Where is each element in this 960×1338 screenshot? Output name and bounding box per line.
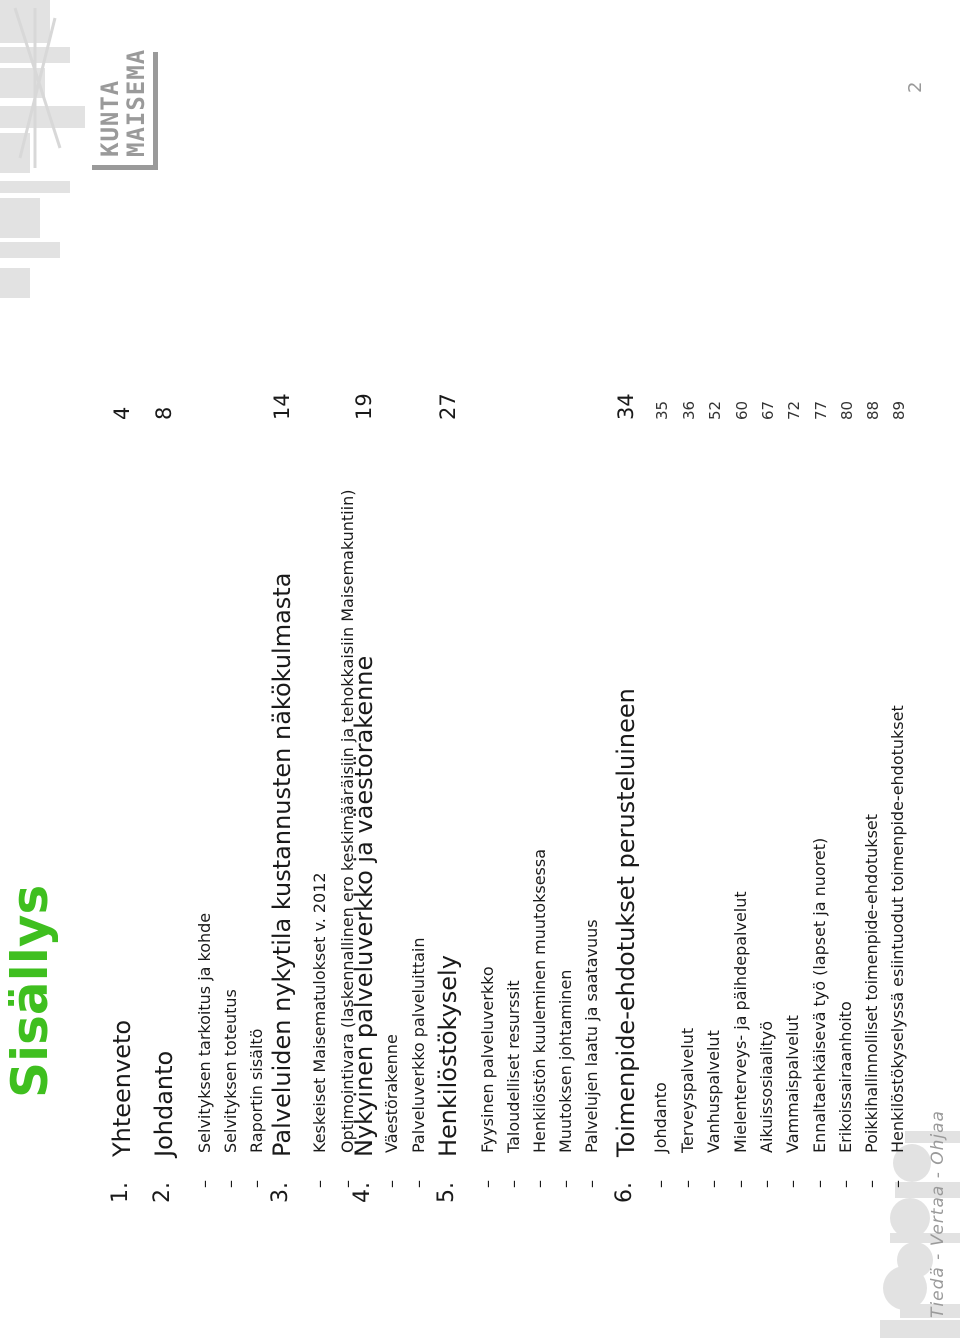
item-dash: – xyxy=(504,1180,523,1188)
item-title: Vammaispalvelut xyxy=(783,1015,802,1153)
section-title: Nykyinen palveluverkko ja väestörakenne xyxy=(350,655,378,1157)
item-dash: – xyxy=(704,1180,723,1188)
item-page-number: 89 xyxy=(890,400,908,420)
section-page-number: 8 xyxy=(152,406,176,420)
section-number: 5. xyxy=(434,1182,459,1203)
item-title: Palvelujen laatu ja saatavuus xyxy=(582,919,601,1153)
item-title: Raportin sisältö xyxy=(247,1028,266,1153)
item-title: Optimointivara (laskennallinen ero keskimääräisiin ja tehokkaisiin Maisemakuntiin) xyxy=(338,489,357,1153)
item-dash: – xyxy=(651,1180,670,1188)
item-page-number: 60 xyxy=(733,400,751,420)
item-dash: – xyxy=(731,1180,750,1188)
item-page-number: 67 xyxy=(759,400,777,420)
item-title: Vanhuspalvelut xyxy=(704,1030,723,1153)
item-title: Henkilöstön kuuleminen muutoksessa xyxy=(530,848,549,1153)
section-title: Palveluiden nykytila kustannusten näkökulmasta xyxy=(268,572,296,1157)
item-dash: – xyxy=(478,1180,497,1188)
section-title: Henkilöstökysely xyxy=(434,955,462,1157)
section-page-number: 14 xyxy=(270,393,294,420)
item-page-number: 80 xyxy=(838,400,856,420)
item-title: Henkilöstökyselyssä esiintuodut toimenpide-ehdotukset xyxy=(888,705,907,1153)
page-number: 2 xyxy=(905,81,926,93)
item-page-number: 72 xyxy=(785,400,803,420)
section-page-number: 27 xyxy=(436,393,460,420)
section-number: 2. xyxy=(150,1182,175,1203)
item-dash: – xyxy=(862,1180,881,1188)
item-title: Erikoissairaanhoito xyxy=(836,1001,855,1153)
item-title: Fyysinen palveluverkko xyxy=(478,966,497,1153)
item-title: Ennaltaehkäisevä työ (lapset ja nuoret) xyxy=(810,837,829,1153)
item-dash: – xyxy=(582,1180,601,1188)
item-dash: – xyxy=(810,1180,829,1188)
item-dash: – xyxy=(338,1180,357,1188)
item-page-number: 77 xyxy=(812,400,830,420)
item-title: Selvityksen tarkoitus ja kohde xyxy=(195,912,214,1153)
item-dash: – xyxy=(888,1180,907,1188)
item-dash: – xyxy=(530,1180,549,1188)
item-title: Terveyspalvelut xyxy=(678,1027,697,1153)
section-number: 1. xyxy=(108,1182,133,1203)
item-page-number: 36 xyxy=(680,400,698,420)
item-dash: – xyxy=(757,1180,776,1188)
item-dash: – xyxy=(409,1180,428,1188)
item-dash: – xyxy=(310,1180,329,1188)
item-title: Selvityksen toteutus xyxy=(221,989,240,1153)
logo-line-1: KUNTA xyxy=(96,79,124,157)
section-number: 4. xyxy=(350,1182,375,1203)
item-title: Keskeiset Maisematulokset v. 2012 xyxy=(310,872,329,1153)
section-title: Yhteenveto xyxy=(108,1019,136,1157)
item-title: Muutoksen johtaminen xyxy=(556,969,575,1153)
item-title: Aikuissosiaalityö xyxy=(757,1020,776,1153)
section-title: Johdanto xyxy=(150,1050,178,1157)
item-dash: – xyxy=(556,1180,575,1188)
item-title: Palveluverkko palveluittain xyxy=(409,937,428,1153)
item-page-number: 52 xyxy=(706,400,724,420)
section-page-number: 34 xyxy=(614,393,638,420)
item-page-number: 35 xyxy=(653,400,671,420)
item-title: Väestörakenne xyxy=(382,1034,401,1153)
item-title: Poikkihallinnolliset toimenpide-ehdotukset xyxy=(862,813,881,1153)
section-number: 3. xyxy=(268,1182,293,1203)
tagline: Tiedä - Vertaa - Ohjaa xyxy=(928,1110,948,1318)
item-page-number: 88 xyxy=(864,400,882,420)
page-title: Sisällys xyxy=(1,884,59,1098)
item-title: Taloudelliset resurssit xyxy=(504,980,523,1153)
item-dash: – xyxy=(195,1180,214,1188)
item-dash: – xyxy=(247,1180,266,1188)
item-dash: – xyxy=(382,1180,401,1188)
item-dash: – xyxy=(836,1180,855,1188)
section-title: Toimenpide-ehdotukset perusteluineen xyxy=(612,688,640,1157)
item-title: Johdanto xyxy=(651,1082,670,1153)
item-title: Mielenterveys- ja päihdepalvelut xyxy=(731,891,750,1153)
section-page-number: 19 xyxy=(352,393,376,420)
item-dash: – xyxy=(678,1180,697,1188)
item-dash: – xyxy=(221,1180,240,1188)
section-number: 6. xyxy=(612,1182,637,1203)
item-dash: – xyxy=(783,1180,802,1188)
section-page-number: 4 xyxy=(110,406,134,420)
logo-line-2: MAISEMA xyxy=(122,48,150,157)
